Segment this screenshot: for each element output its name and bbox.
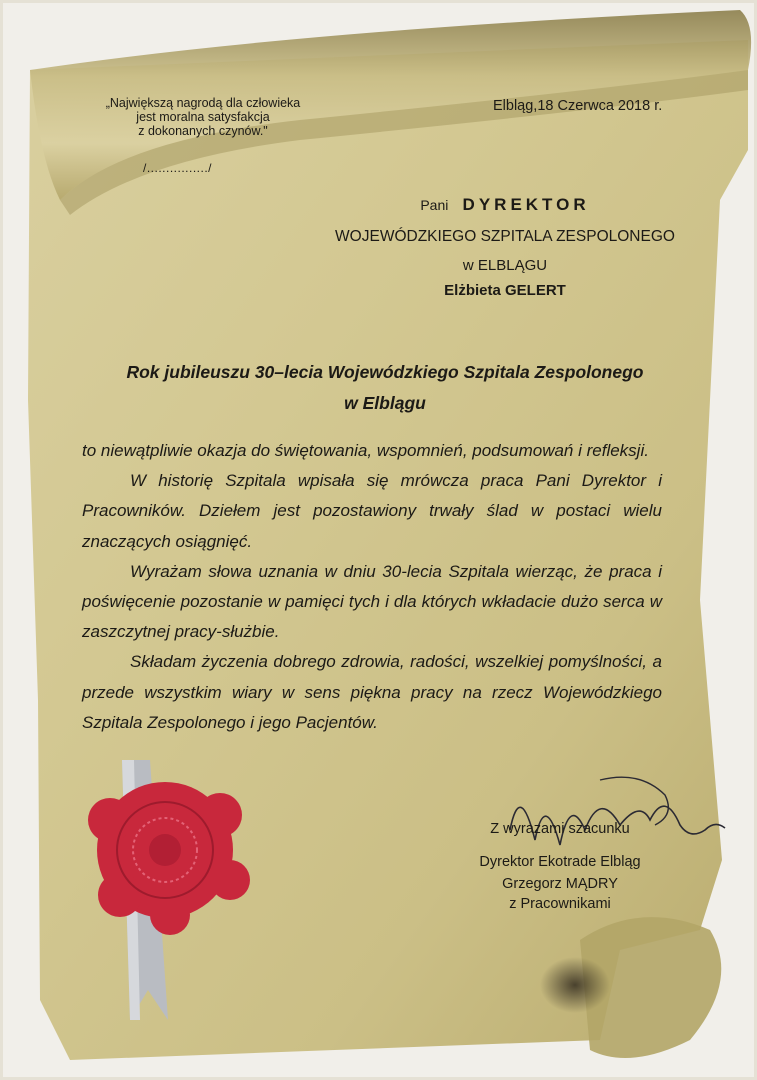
signature-closing: Z wyrazami szacunku xyxy=(490,821,630,837)
letter-date: Elbląg,18 Czerwca 2018 r. xyxy=(493,98,663,114)
motto-line-1: „Największą nagrodą dla człowieka xyxy=(105,96,301,110)
signature-role: Dyrektor Ekotrade Elbląg xyxy=(479,854,641,870)
body-paragraph-3: Wyrażam słowa uznania w dniu 30-lecia Szpitala wierząc, że praca i poświęcenie pozostanie w pamięci tych i dla których wkładacie dużo serca w zaszczytnej pracy-służbie. xyxy=(82,561,662,642)
body-paragraph-1: to niewątpliwie okazja do świętowania, wspomnień, podsumowań i refleksji. xyxy=(82,441,649,460)
recipient-title-prefix: Pani xyxy=(420,197,449,213)
signature-with: z Pracownikami xyxy=(509,896,611,912)
recipient-title-line xyxy=(300,195,710,215)
heading-line-1: Rok jubileuszu 30–lecia Wojewódzkiego Szpitala Zespolonego xyxy=(126,362,644,382)
body-paragraph-2: W historię Szpitala wpisała się mrówcza praca Pani Dyrektor i Pracowników. Dziełem jest pozostawiony trwały ślad w postaci wielu znaczących osiągnięć. xyxy=(82,471,662,551)
body-paragraph-4: Składam życzenia dobrego zdrowia, radości, wszelkiej pomyślności, a przede wszystkim wiary w sens piękna pracy na rzecz Wojewódzkiego Szpitala Zespolonego i jego Pacjentów. xyxy=(82,652,662,732)
heading-line-2: w Elblągu xyxy=(344,393,426,413)
recipient-city: w ELBLĄGU xyxy=(462,257,548,274)
recipient-name: Elżbieta GELERT xyxy=(444,282,566,299)
motto-line-2: jest moralna satysfakcja xyxy=(136,110,270,124)
recipient-institution: WOJEWÓDZKIEGO SZPITALA ZESPOLONEGO xyxy=(335,228,675,245)
letter-body xyxy=(82,436,662,738)
recipient-title: DYREKTOR xyxy=(462,195,590,214)
motto xyxy=(88,96,318,138)
motto-signature-dots: /................/ xyxy=(143,161,213,175)
signature-name: Grzegorz MĄDRY xyxy=(502,876,618,892)
motto-line-3: z dokonanych czynów." xyxy=(138,124,268,138)
